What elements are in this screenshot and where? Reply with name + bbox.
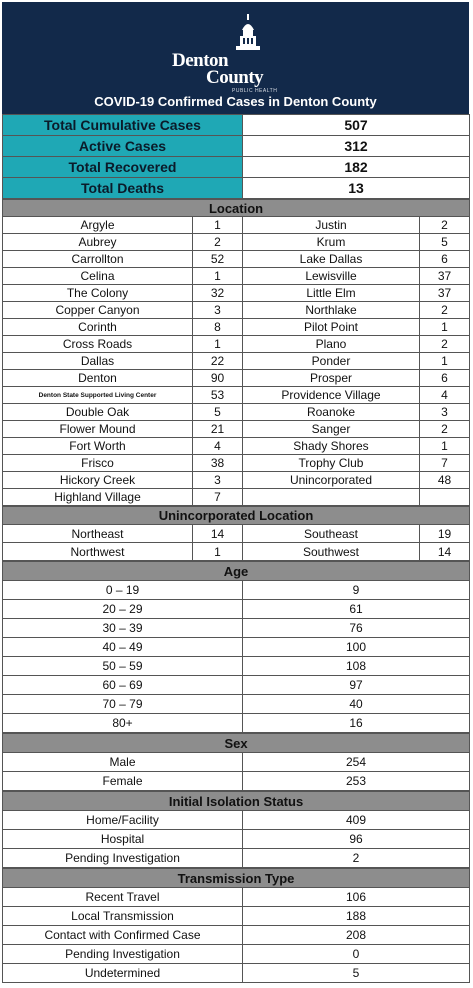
row-value: 5 — [243, 964, 470, 983]
row-value: 96 — [243, 830, 470, 849]
location-row — [3, 455, 470, 472]
summary-row — [3, 115, 470, 136]
summary-value: 182 — [243, 157, 470, 178]
row-label: 70 – 79 — [3, 695, 243, 714]
case-count: 2 — [420, 302, 470, 319]
unincorporated-row — [3, 525, 470, 543]
row-label: Home/Facility — [3, 811, 243, 830]
location-row — [3, 404, 470, 421]
transmission-row — [3, 964, 470, 983]
location-row — [3, 302, 470, 319]
case-count: 1 — [193, 543, 243, 561]
case-count: 22 — [193, 353, 243, 370]
age-row — [3, 714, 470, 733]
case-count: 14 — [420, 543, 470, 561]
location-name: Plano — [243, 336, 420, 353]
location-name: Copper Canyon — [3, 302, 193, 319]
location-name: The Colony — [3, 285, 193, 302]
case-count: 37 — [420, 268, 470, 285]
location-name: Lewisville — [243, 268, 420, 285]
case-count: 1 — [420, 319, 470, 336]
unincorporated-table — [2, 506, 470, 561]
location-table — [2, 199, 470, 506]
row-label: 20 – 29 — [3, 600, 243, 619]
age-row — [3, 657, 470, 676]
location-name: Krum — [243, 234, 420, 251]
row-label: Hospital — [3, 830, 243, 849]
row-label: 30 – 39 — [3, 619, 243, 638]
logo-line-1: Denton — [172, 50, 229, 71]
row-value: 76 — [243, 619, 470, 638]
case-count: 53 — [193, 387, 243, 404]
case-count: 5 — [193, 404, 243, 421]
section-header-age: Age — [3, 562, 470, 581]
row-value: 40 — [243, 695, 470, 714]
isolation-row — [3, 849, 470, 868]
summary-label: Total Cumulative Cases — [3, 115, 243, 136]
case-count: 3 — [420, 404, 470, 421]
case-count: 1 — [193, 217, 243, 234]
location-row — [3, 217, 470, 234]
row-value: 208 — [243, 926, 470, 945]
row-value: 254 — [243, 753, 470, 772]
sex-row — [3, 753, 470, 772]
location-name: Double Oak — [3, 404, 193, 421]
case-count: 2 — [420, 421, 470, 438]
logo-line-3: PUBLIC HEALTH — [232, 88, 278, 94]
location-row — [3, 370, 470, 387]
logo-line-2: County — [206, 67, 264, 88]
transmission-row — [3, 888, 470, 907]
age-row — [3, 619, 470, 638]
location-row — [3, 234, 470, 251]
case-count: 3 — [193, 472, 243, 489]
report — [2, 2, 469, 983]
case-count: 1 — [193, 336, 243, 353]
location-name: Pilot Point — [243, 319, 420, 336]
age-row — [3, 600, 470, 619]
location-name: Shady Shores — [243, 438, 420, 455]
location-name: Argyle — [3, 217, 193, 234]
location-name: Denton State Supported Living Center — [3, 387, 193, 404]
row-label: 60 – 69 — [3, 676, 243, 695]
summary-value: 312 — [243, 136, 470, 157]
case-count: 2 — [193, 234, 243, 251]
summary-row — [3, 136, 470, 157]
case-count: 19 — [420, 525, 470, 543]
location-name: Dallas — [3, 353, 193, 370]
row-value: 97 — [243, 676, 470, 695]
case-count: 52 — [193, 251, 243, 268]
age-table — [2, 561, 470, 733]
row-value: 100 — [243, 638, 470, 657]
transmission-row — [3, 945, 470, 964]
case-count: 7 — [420, 455, 470, 472]
isolation-table — [2, 791, 470, 868]
location-name: Cross Roads — [3, 336, 193, 353]
row-label: 50 – 59 — [3, 657, 243, 676]
summary-row — [3, 178, 470, 199]
location-name: Little Elm — [243, 285, 420, 302]
location-name: Unincorporated — [243, 472, 420, 489]
case-count: 8 — [193, 319, 243, 336]
row-label: Recent Travel — [3, 888, 243, 907]
location-row — [3, 438, 470, 455]
location-row — [3, 421, 470, 438]
isolation-row — [3, 811, 470, 830]
age-row — [3, 581, 470, 600]
summary-label: Active Cases — [3, 136, 243, 157]
row-label: 0 – 19 — [3, 581, 243, 600]
section-header-sex: Sex — [3, 734, 470, 753]
case-count: 1 — [420, 438, 470, 455]
location-name: Northlake — [243, 302, 420, 319]
row-value: 106 — [243, 888, 470, 907]
location-name: Southeast — [243, 525, 420, 543]
location-row — [3, 336, 470, 353]
case-count — [420, 489, 470, 506]
age-row — [3, 638, 470, 657]
isolation-row — [3, 830, 470, 849]
location-name: Prosper — [243, 370, 420, 387]
location-name: Justin — [243, 217, 420, 234]
denton-county-logo — [172, 14, 292, 92]
location-name: Aubrey — [3, 234, 193, 251]
location-name: Lake Dallas — [243, 251, 420, 268]
summary-row — [3, 157, 470, 178]
row-label: Undetermined — [3, 964, 243, 983]
case-count: 1 — [193, 268, 243, 285]
row-label: Female — [3, 772, 243, 791]
case-count: 3 — [193, 302, 243, 319]
location-name: Northeast — [3, 525, 193, 543]
location-name: Frisco — [3, 455, 193, 472]
location-name: Flower Mound — [3, 421, 193, 438]
sex-row — [3, 772, 470, 791]
case-count: 21 — [193, 421, 243, 438]
location-name: Carrollton — [3, 251, 193, 268]
age-row — [3, 676, 470, 695]
report-header — [2, 2, 469, 114]
row-label: Contact with Confirmed Case — [3, 926, 243, 945]
location-name: Southwest — [243, 543, 420, 561]
section-header-isolation: Initial Isolation Status — [3, 792, 470, 811]
unincorporated-row — [3, 543, 470, 561]
age-row — [3, 695, 470, 714]
summary-label: Total Recovered — [3, 157, 243, 178]
row-value: 108 — [243, 657, 470, 676]
section-header-location: Location — [3, 200, 470, 217]
location-row — [3, 489, 470, 506]
section-header-transmission: Transmission Type — [3, 869, 470, 888]
location-row — [3, 472, 470, 489]
row-label: Local Transmission — [3, 907, 243, 926]
case-count: 48 — [420, 472, 470, 489]
sex-table — [2, 733, 470, 791]
case-count: 7 — [193, 489, 243, 506]
row-value: 16 — [243, 714, 470, 733]
location-name: Providence Village — [243, 387, 420, 404]
location-name: Sanger — [243, 421, 420, 438]
row-value: 9 — [243, 581, 470, 600]
case-count: 4 — [193, 438, 243, 455]
case-count: 4 — [420, 387, 470, 404]
case-count: 32 — [193, 285, 243, 302]
location-name: Denton — [3, 370, 193, 387]
summary-value: 507 — [243, 115, 470, 136]
location-name — [243, 489, 420, 506]
row-label: 40 – 49 — [3, 638, 243, 657]
case-count: 6 — [420, 370, 470, 387]
location-row — [3, 319, 470, 336]
row-value: 61 — [243, 600, 470, 619]
case-count: 2 — [420, 217, 470, 234]
location-name: Highland Village — [3, 489, 193, 506]
location-row — [3, 387, 470, 404]
summary-label: Total Deaths — [3, 178, 243, 199]
case-count: 1 — [420, 353, 470, 370]
location-name: Corinth — [3, 319, 193, 336]
location-row — [3, 268, 470, 285]
location-name: Northwest — [3, 543, 193, 561]
location-name: Ponder — [243, 353, 420, 370]
location-row — [3, 285, 470, 302]
row-value: 409 — [243, 811, 470, 830]
case-count: 5 — [420, 234, 470, 251]
transmission-row — [3, 926, 470, 945]
row-value: 0 — [243, 945, 470, 964]
case-count: 2 — [420, 336, 470, 353]
summary-value: 13 — [243, 178, 470, 199]
case-count: 38 — [193, 455, 243, 472]
report-title: COVID-19 Confirmed Cases in Denton County — [94, 94, 377, 109]
location-row — [3, 251, 470, 268]
transmission-table — [2, 868, 470, 983]
location-name: Celina — [3, 268, 193, 285]
location-name: Trophy Club — [243, 455, 420, 472]
summary-table — [2, 114, 470, 199]
case-count: 37 — [420, 285, 470, 302]
case-count: 14 — [193, 525, 243, 543]
case-count: 90 — [193, 370, 243, 387]
courthouse-icon — [234, 14, 262, 54]
row-label: Pending Investigation — [3, 945, 243, 964]
location-name: Hickory Creek — [3, 472, 193, 489]
location-row — [3, 353, 470, 370]
row-value: 2 — [243, 849, 470, 868]
case-count: 6 — [420, 251, 470, 268]
row-value: 253 — [243, 772, 470, 791]
transmission-row — [3, 907, 470, 926]
section-header-unincorporated: Unincorporated Location — [3, 507, 470, 525]
location-name: Roanoke — [243, 404, 420, 421]
row-value: 188 — [243, 907, 470, 926]
row-label: Pending Investigation — [3, 849, 243, 868]
row-label: 80+ — [3, 714, 243, 733]
location-name: Fort Worth — [3, 438, 193, 455]
row-label: Male — [3, 753, 243, 772]
